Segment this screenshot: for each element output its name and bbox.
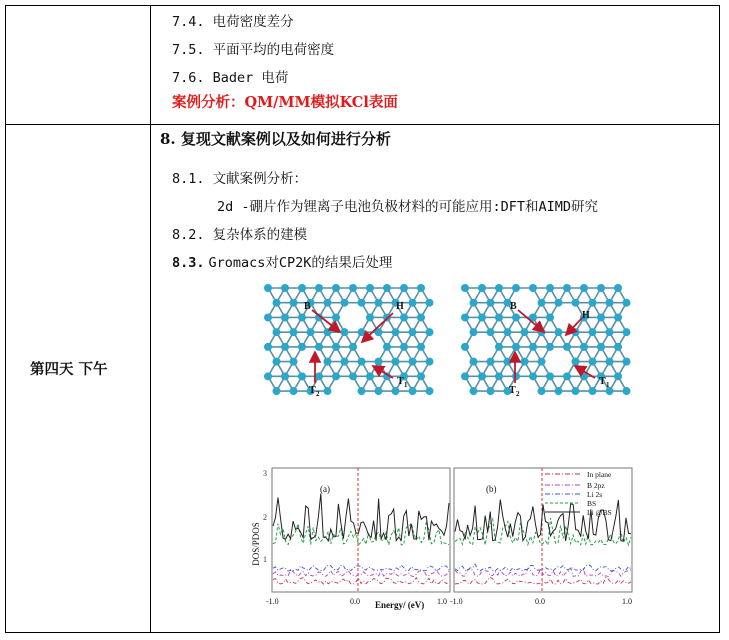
x-tick-b-neg1: -1.0 — [450, 597, 463, 606]
label-h-right: H — [582, 310, 590, 321]
lattice-atom — [273, 299, 281, 307]
lattice-atom — [290, 328, 298, 336]
lattice-atom — [538, 299, 546, 307]
lattice-atom — [281, 343, 289, 351]
lattice-atom — [290, 358, 298, 366]
lattice-atom — [366, 372, 374, 380]
lattice-atom — [623, 387, 631, 395]
lattice-atom — [538, 387, 546, 395]
item-8-2: 8.2. 复杂体系的建模 — [172, 227, 308, 243]
label-h-left: H — [396, 301, 404, 312]
lattice-atom — [273, 387, 281, 395]
table-border-right — [719, 5, 720, 633]
lattice-atom — [461, 313, 469, 321]
item-8-3-text: Gromacs对CP2K的结果后处理 — [208, 255, 393, 271]
sub-t1-left: 1 — [404, 381, 408, 389]
lattice-atom — [529, 372, 537, 380]
lattice-atom — [487, 328, 495, 336]
lattice-atom — [324, 358, 332, 366]
y-tick-2: 2 — [263, 513, 267, 522]
dos-pdos-figure — [250, 462, 645, 612]
legend-b2pz: B 2pz — [587, 481, 605, 490]
lattice-atom — [606, 358, 614, 366]
lattice-atom — [409, 328, 417, 336]
lattice-atom — [606, 328, 614, 336]
dos-curve — [455, 568, 631, 576]
row-divider — [5, 124, 720, 125]
label-t1-right: T — [599, 376, 606, 387]
label-b-left: B — [304, 301, 311, 312]
lattice-atom — [298, 343, 306, 351]
lattice-atom — [298, 284, 306, 292]
lattice-atom — [281, 372, 289, 380]
lattice-atom — [546, 343, 554, 351]
lattice-atom — [478, 372, 486, 380]
lattice-atom — [529, 343, 537, 351]
lattice-atom — [315, 343, 323, 351]
lattice-atom — [298, 313, 306, 321]
lattice-atom — [487, 358, 495, 366]
lattice-atom — [597, 343, 605, 351]
dos-curve — [273, 569, 449, 576]
case-study-title: 案例分析：QM/MM模拟KCl表面 — [172, 94, 398, 111]
lattice-atom — [366, 313, 374, 321]
lattice-atom — [264, 372, 272, 380]
dos-curve — [455, 500, 631, 542]
dos-curve — [455, 564, 631, 571]
label-t1-left: T — [397, 376, 404, 387]
lattice-atom — [426, 299, 434, 307]
lattice-atom — [341, 358, 349, 366]
dos-ylabel: DOS/PDOS — [251, 522, 261, 566]
table-border-bottom — [5, 632, 720, 633]
lattice-atom — [332, 343, 340, 351]
lattice-atom — [597, 313, 605, 321]
label-b-right: B — [510, 301, 517, 312]
x-tick-b-0: 0.0 — [535, 597, 545, 606]
lattice-atom — [358, 299, 366, 307]
lattice-atom — [521, 358, 529, 366]
lattice-atom — [580, 343, 588, 351]
x-tick-a-1: 1.0 — [437, 597, 447, 606]
lattice-atom — [606, 299, 614, 307]
day-label: 第四天 下午 — [30, 361, 108, 378]
lattice-atom — [555, 387, 563, 395]
lattice-atom — [375, 358, 383, 366]
lattice-atom — [315, 372, 323, 380]
table-border-left — [5, 5, 6, 633]
lattice-atom — [417, 313, 425, 321]
legend-li2s: Li 2s — [587, 490, 603, 499]
lattice-atom — [400, 284, 408, 292]
lattice-atom — [589, 299, 597, 307]
item-8-1: 8.1. 文献案例分析： — [172, 171, 308, 187]
lattice-atom — [392, 328, 400, 336]
lattice-atom — [366, 284, 374, 292]
lattice-atom — [563, 343, 571, 351]
y-tick-1: 1 — [263, 555, 267, 564]
lattice-atom — [546, 313, 554, 321]
lattice-atom — [290, 387, 298, 395]
lattice-atom — [417, 284, 425, 292]
lattice-atom — [614, 313, 622, 321]
lattice-atom — [572, 387, 580, 395]
sub-t1-right: 1 — [606, 381, 610, 389]
panel-a-label: (a) — [320, 484, 330, 494]
lattice-atom — [487, 299, 495, 307]
lattice-atom — [504, 358, 512, 366]
item-7-6: 7.6. Bader 电荷 — [172, 70, 289, 86]
dos-panel-a-frame — [272, 468, 450, 592]
lattice-atom — [495, 284, 503, 292]
lattice-atom — [521, 328, 529, 336]
lattice-atom — [614, 372, 622, 380]
lattice-atom — [281, 313, 289, 321]
x-tick-a-0: 0.0 — [350, 597, 360, 606]
item-8-3-number: 8.3. — [172, 255, 205, 271]
lattice-atom — [332, 372, 340, 380]
lattice-atom — [341, 299, 349, 307]
lattice-atom — [332, 284, 340, 292]
lattice-atom — [358, 328, 366, 336]
lattice-atom — [358, 387, 366, 395]
lattice-atom — [470, 387, 478, 395]
lattice-atom — [383, 343, 391, 351]
item-8-1-detail: 2d -硼片作为锂离子电池负极材料的可能应用:DFT和AIMD研究 — [217, 199, 599, 215]
lattice-atom — [290, 299, 298, 307]
lattice-atom — [409, 358, 417, 366]
lattice-atom — [461, 343, 469, 351]
lattice-atom — [495, 313, 503, 321]
lattice-atom — [512, 372, 520, 380]
lattice-atom — [589, 358, 597, 366]
lattice-atom — [546, 284, 554, 292]
lattice-atom — [417, 372, 425, 380]
lattice-atom — [589, 328, 597, 336]
dos-curve — [273, 521, 449, 545]
lattice-atom — [324, 299, 332, 307]
lattice-atom — [597, 284, 605, 292]
lattice-atom — [478, 284, 486, 292]
lattice-atom — [563, 372, 571, 380]
legend-bs: BS — [587, 499, 597, 508]
lattice-atom — [487, 387, 495, 395]
lattice-atom — [461, 372, 469, 380]
label-t2-right: T — [509, 385, 516, 396]
lattice-atom — [470, 328, 478, 336]
lattice-atom — [349, 284, 357, 292]
lattice-atom — [538, 358, 546, 366]
lattice-atom — [470, 358, 478, 366]
dos-legend — [545, 470, 612, 517]
dos-curve — [273, 494, 449, 541]
lattice-atom — [461, 284, 469, 292]
lattice-atom — [307, 328, 315, 336]
lattice-atom — [400, 343, 408, 351]
lattice-atom — [383, 284, 391, 292]
column-divider — [150, 5, 151, 633]
lattice-atom — [495, 372, 503, 380]
y-tick-3: 3 — [263, 469, 267, 478]
sub-t2-right: 2 — [516, 390, 520, 398]
lattice-atom — [281, 284, 289, 292]
dos-curve — [455, 577, 631, 584]
lattice-atom — [264, 343, 272, 351]
lattice-atom — [324, 387, 332, 395]
lattice-atom — [324, 328, 332, 336]
lattice-atom — [512, 343, 520, 351]
lattice-atom — [555, 328, 563, 336]
boron-lattice-figure — [260, 280, 650, 435]
lattice-atom — [572, 358, 580, 366]
lattice-atom — [572, 328, 580, 336]
lattice-atom — [623, 328, 631, 336]
dos-curve — [455, 518, 631, 545]
lattice-atom — [426, 387, 434, 395]
lattice-atom — [546, 372, 554, 380]
lattice-atom — [512, 313, 520, 321]
lattice-atom — [426, 358, 434, 366]
lattice-atom — [392, 387, 400, 395]
lattice-atom — [589, 387, 597, 395]
lattice-atom — [426, 328, 434, 336]
lattice-atom — [614, 343, 622, 351]
dos-xlabel: Energy/ (eV) — [375, 600, 425, 610]
lattice-atom — [470, 299, 478, 307]
lattice-atom — [375, 299, 383, 307]
lattice-atom — [623, 358, 631, 366]
lattice-atom — [264, 284, 272, 292]
lattice-atom — [478, 313, 486, 321]
lattice-atom — [392, 358, 400, 366]
lattice-atom — [623, 299, 631, 307]
lattice-atom — [349, 343, 357, 351]
dos-curve — [273, 565, 449, 571]
lattice-atom — [315, 284, 323, 292]
lattice-atom — [512, 284, 520, 292]
item-7-4: 7.4. 电荷密度差分 — [172, 14, 294, 30]
lattice-atom — [273, 358, 281, 366]
lattice-atom — [264, 313, 272, 321]
lattice-atom — [580, 284, 588, 292]
lattice-atom — [409, 299, 417, 307]
lattice-atom — [614, 284, 622, 292]
x-tick-a-neg1: -1.0 — [266, 597, 279, 606]
lattice-atom — [349, 372, 357, 380]
lattice-atom — [495, 343, 503, 351]
lattice-atom — [400, 313, 408, 321]
item-8-3 — [172, 254, 392, 272]
section-8-heading: 8. 复现文献案例以及如何进行分析 — [160, 130, 391, 148]
x-tick-b-1: 1.0 — [622, 597, 632, 606]
lattice-atom — [273, 328, 281, 336]
lattice-panel-left — [264, 284, 434, 395]
legend-li-bs: Li @BS — [587, 508, 612, 517]
lattice-atom — [341, 328, 349, 336]
item-7-5: 7.5. 平面平均的电荷密度 — [172, 42, 335, 58]
lattice-atom — [409, 387, 417, 395]
lattice-atom — [332, 313, 340, 321]
lattice-atom — [504, 328, 512, 336]
lattice-atom — [572, 299, 580, 307]
lattice-atom — [358, 358, 366, 366]
lattice-atom — [298, 372, 306, 380]
table-border-top — [5, 5, 720, 6]
dos-curve — [273, 578, 449, 584]
lattice-atom — [417, 343, 425, 351]
lattice-atom — [529, 284, 537, 292]
lattice-atom — [555, 299, 563, 307]
panel-b-label: (b) — [486, 484, 497, 494]
legend-in-plane: In plane — [587, 470, 612, 479]
lattice-atom — [375, 387, 383, 395]
sub-t2-left: 2 — [316, 390, 320, 398]
label-t2-left: T — [309, 385, 316, 396]
lattice-atom — [563, 284, 571, 292]
